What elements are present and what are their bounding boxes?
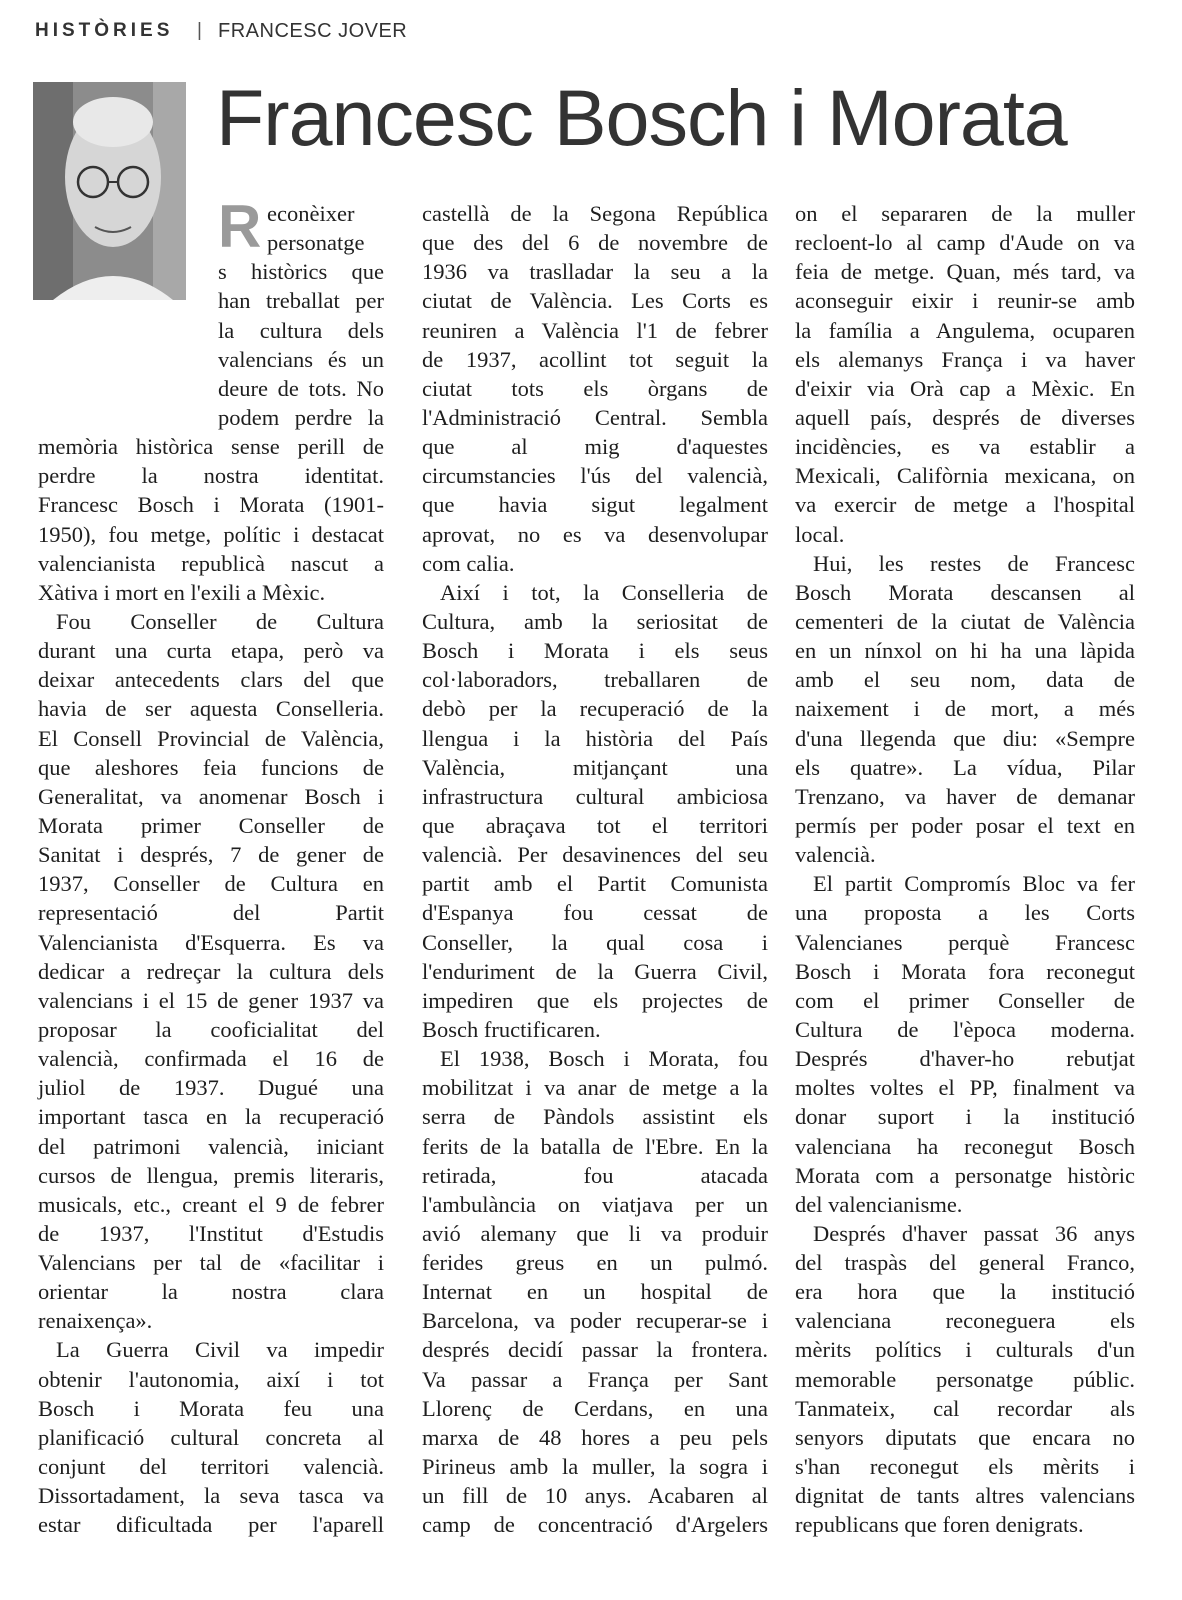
text-line: Pirineus amb la muller, la sogra i <box>422 1454 768 1480</box>
text-line: juliol de 1937. Dugué una <box>38 1075 384 1101</box>
text-line: llengua i la història del País <box>422 725 768 751</box>
text-line: podem perdre la <box>218 404 384 430</box>
text-line: dedicar a redreçar la cultura dels <box>38 958 384 984</box>
text-line: incidències, es va establir a <box>795 434 1135 460</box>
text-line: Morata com a personatge històric <box>795 1162 1135 1188</box>
text-line: del traspàs del general Franco, <box>795 1250 1135 1276</box>
text-line: representació del Partit <box>38 900 384 926</box>
text-line: del valencianisme. <box>795 1191 963 1217</box>
article-column-3 <box>795 199 1135 1539</box>
text-line: renaixença». <box>38 1308 153 1334</box>
text-line: Generalitat, va anomenar Bosch i <box>38 783 384 809</box>
text-line: feia de metge. Quan, més tard, va <box>795 259 1135 285</box>
text-line: musicals, etc., creant el 9 de febrer <box>38 1191 384 1217</box>
text-line: El Consell Provincial de València, <box>38 725 384 751</box>
text-line: permís per poder posar el text en <box>795 812 1135 838</box>
text-line: perdre la nostra identitat. <box>38 463 384 489</box>
text-line: Fou Conseller de Cultura <box>56 608 384 634</box>
text-line: aconseguir eixir i reunir-se amb <box>795 288 1135 314</box>
text-line: que al mig d'aquestes <box>422 434 768 460</box>
paragraph <box>38 193 384 607</box>
text-line: El partit Compromís Bloc va fer <box>813 871 1135 897</box>
text-line: local. <box>795 521 845 547</box>
text-line: Xàtiva i mort en l'exili a Mèxic. <box>38 579 326 605</box>
text-line: 1937, Conseller de Cultura en <box>38 871 384 897</box>
text-line: avió alemany que li va produir <box>422 1220 768 1246</box>
text-line: valencians és un <box>218 346 384 372</box>
text-line: valencià, confirmada el 16 de <box>38 1046 384 1072</box>
text-line: Conseller, la qual cosa i <box>422 929 768 955</box>
text-line: recloent-lo al camp d'Aude on va <box>795 230 1135 256</box>
text-line: Bosch i Morata fora reconegut <box>795 958 1135 984</box>
paragraph <box>422 1044 768 1539</box>
text-line: aprovat, no es va desenvolupar <box>422 521 768 547</box>
text-line: camp de concentració d'Argelers <box>422 1512 768 1538</box>
text-line: castellà de la Segona República <box>422 201 768 226</box>
text-line: senyors diputats que encara no <box>795 1424 1135 1450</box>
paragraph <box>795 1219 1135 1540</box>
text-line: la cultura dels <box>218 317 384 343</box>
text-line: valencianista republicà nascut a <box>38 550 384 576</box>
text-line: ciutat de València. Les Corts es <box>422 288 768 314</box>
text-line: Bosch i Morata i els seus <box>422 638 768 664</box>
paragraph <box>38 607 384 1336</box>
text-line: important tasca en la recuperació <box>38 1104 384 1130</box>
text-line: Valencianista d'Esquerra. Es va <box>38 929 384 955</box>
paragraph <box>795 549 1135 870</box>
text-line: l'enduriment de la Guerra Civil, <box>422 958 768 984</box>
text-line: la família a Angulema, ocuparen <box>795 317 1135 343</box>
paragraph <box>422 199 768 578</box>
text-line: d'Espanya fou cessat de <box>422 900 768 926</box>
text-line: Cultura de l'època moderna. <box>795 1016 1135 1042</box>
text-line: obtenir l'autonomia, així i tot <box>38 1366 384 1392</box>
text-line: proposar la cooficialitat del <box>38 1016 384 1042</box>
article-title: Francesc Bosch i Morata <box>216 73 1067 162</box>
drop-cap: R <box>218 193 262 260</box>
text-line: que des del 6 de novembre de <box>422 230 768 256</box>
text-line: 1950), fou metge, polític i destacat <box>38 521 384 547</box>
text-line: Llorenç de Cerdans, en una <box>422 1395 768 1421</box>
text-line: de 1937, l'Institut d'Estudis <box>38 1220 384 1246</box>
text-line: Francesc Bosch i Morata (1901- <box>38 492 384 518</box>
text-line: naixement i de mort, a més <box>795 696 1135 722</box>
text-line: Cultura, amb la seriositat de <box>422 608 768 634</box>
text-line: planificació cultural concreta al <box>38 1424 384 1450</box>
text-line: Dissortadament, la seva tasca va <box>38 1483 384 1509</box>
text-line: Bosch fructificaren. <box>422 1016 601 1042</box>
text-line: personatge <box>267 230 365 256</box>
text-line: que aleshores feia funcions de <box>38 754 384 780</box>
text-line: El 1938, Bosch i Morata, fou <box>440 1046 768 1072</box>
text-line: els quatre». La vídua, Pilar <box>795 754 1135 780</box>
text-line: valencià. Per desavinences del seu <box>422 842 768 868</box>
text-line: els alemanys França i va haver <box>795 346 1135 372</box>
text-line: valenciana reconeguera els <box>795 1308 1135 1334</box>
text-line: orientar la nostra clara <box>38 1279 384 1305</box>
text-line: dignitat de tants altres valencians <box>795 1483 1135 1509</box>
text-line: com el primer Conseller de <box>795 987 1135 1013</box>
text-line: que abraçava tot el territori <box>422 812 768 838</box>
paragraph <box>795 869 1135 1219</box>
text-line: Internat en un hospital de <box>422 1279 768 1305</box>
text-line: La Guerra Civil va impedir <box>56 1337 384 1363</box>
text-line: Hui, les restes de Francesc <box>813 550 1135 576</box>
text-line: Així i tot, la Conselleria de <box>440 579 768 605</box>
section-kicker: HISTÒRIES <box>35 20 174 41</box>
text-line: Tanmateix, cal recordar als <box>795 1395 1135 1421</box>
text-line: d'eixir via Orà cap a Mèxic. En <box>795 375 1135 401</box>
text-line: 1936 va traslladar la seu a la <box>422 259 768 285</box>
article-column-2 <box>422 199 768 1539</box>
article-column-1 <box>38 193 384 1539</box>
text-line: deixar antecedents clars del que <box>38 667 384 693</box>
text-line: retirada, fou atacada <box>422 1162 768 1188</box>
text-line: infrastructura cultural ambiciosa <box>422 783 768 809</box>
text-line: estar dificultada per l'aparell <box>38 1512 384 1538</box>
text-line: després decidí passar la frontera. <box>422 1337 768 1363</box>
text-line: circumstancies l'ús del valencià, <box>422 463 768 489</box>
text-line: Valencians per tal de «facilitar i <box>38 1250 384 1276</box>
text-line: durant una curta etapa, però va <box>38 638 384 664</box>
text-line: on el separaren de la muller <box>795 201 1135 226</box>
text-line: moltes voltes el PP, finalment va <box>795 1075 1135 1101</box>
text-line: Bosch i Morata feu una <box>38 1395 384 1421</box>
text-line: Després d'haver-ho rebutjat <box>795 1046 1135 1072</box>
text-line: en un nínxol on hi ha una làpida <box>795 638 1135 664</box>
text-line: s històrics que <box>218 259 384 285</box>
text-line: l'Administració Central. Sembla <box>422 404 768 430</box>
text-line: era hora que la institució <box>795 1279 1135 1305</box>
text-line: d'una llegenda que diu: «Sempre <box>795 725 1135 751</box>
text-line: Bosch Morata descansen al <box>795 579 1135 605</box>
text-line: memorable personatge públic. <box>795 1366 1135 1392</box>
text-line: cementeri de la ciutat de València <box>795 608 1135 634</box>
text-line: valencians i el 15 de gener 1937 va <box>38 987 384 1013</box>
text-line: partit amb el Partit Comunista <box>422 871 768 897</box>
text-line: del patrimoni valencià, iniciant <box>38 1133 384 1159</box>
text-line: amb el seu nom, data de <box>795 667 1135 693</box>
text-line: marxa de 48 hores a peu pels <box>422 1424 768 1450</box>
text-line: Barcelona, va poder recuperar-se i <box>422 1308 768 1334</box>
text-line: aquell país, després de diverses <box>795 404 1135 430</box>
text-line: ferides greus en un pulmó. <box>422 1250 768 1276</box>
text-line: valencià. <box>795 842 876 868</box>
text-line: han treballat per <box>218 288 384 314</box>
text-line: ciutat tots els òrgans de <box>422 375 768 401</box>
text-line: impediren que els projectes de <box>422 987 768 1013</box>
text-line: Sanitat i després, 7 de gener de <box>38 842 384 868</box>
text-line: Morata primer Conseller de <box>38 812 384 838</box>
text-line: valenciana ha reconegut Bosch <box>795 1133 1135 1159</box>
text-line: econèixer <box>267 201 355 226</box>
text-line: que havia sigut legalment <box>422 492 768 518</box>
text-line: donar suport i la institució <box>795 1104 1135 1130</box>
paragraph <box>795 199 1135 549</box>
text-line: col·laboradors, treballaren de <box>422 667 768 693</box>
text-line: Mexicali, Califòrnia mexicana, on <box>795 463 1135 489</box>
text-line: un fill de 10 anys. Acabaren al <box>422 1483 768 1509</box>
text-line: una proposta a les Corts <box>795 900 1135 926</box>
text-line: debò per la recuperació de la <box>422 696 768 722</box>
text-line: havia de ser aquesta Conselleria. <box>38 696 384 722</box>
text-line: s'han reconegut els mèrits i <box>795 1454 1135 1480</box>
header-separator: | <box>197 20 202 41</box>
author-byline: FRANCESC JOVER <box>218 20 408 42</box>
text-line: mèrits polítics i culturals d'un <box>795 1337 1135 1363</box>
text-line: de 1937, acollint tot seguit la <box>422 346 768 372</box>
text-line: va exercir de metge a l'hospital <box>795 492 1135 518</box>
text-line: com calia. <box>422 550 515 576</box>
text-line: Trenzano, va haver de demanar <box>795 783 1135 809</box>
text-line: ferits de la batalla de l'Ebre. En la <box>422 1133 768 1159</box>
paragraph <box>38 1335 384 1539</box>
text-line: republicans que foren denigrats. <box>795 1512 1084 1538</box>
text-line: serra de Pàndols assistint els <box>422 1104 768 1130</box>
text-line: cursos de llengua, premis literaris, <box>38 1162 384 1188</box>
paragraph <box>422 578 768 1044</box>
text-line: memòria històrica sense perill de <box>38 434 384 460</box>
text-line: Valencianes perquè Francesc <box>795 929 1135 955</box>
text-line: Va passar a França per Sant <box>422 1366 768 1392</box>
text-line: València, mitjançant una <box>422 754 768 780</box>
text-line: conjunt del territori valencià. <box>38 1454 384 1480</box>
text-line: deure de tots. No <box>218 375 384 401</box>
text-line: mobilitzat i va anar de metge a la <box>422 1075 768 1101</box>
text-line: Després d'haver passat 36 anys <box>813 1220 1135 1246</box>
text-line: l'ambulància on viatjava per un <box>422 1191 768 1217</box>
text-line: reuniren a València l'1 de febrer <box>422 317 768 343</box>
